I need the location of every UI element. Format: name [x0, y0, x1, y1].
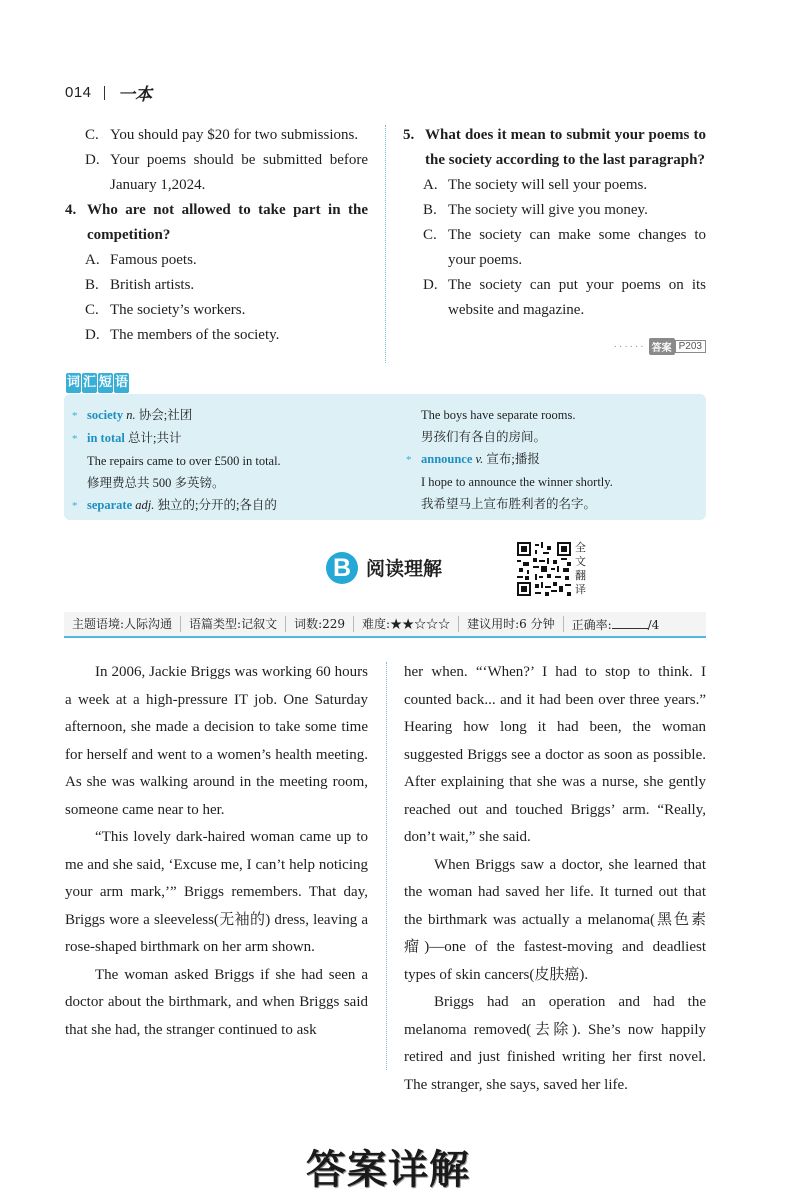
option-text: The society will give you money. [448, 202, 648, 218]
vocab-meaning: 协会;社团 [138, 408, 193, 422]
option-letter: D. [423, 277, 438, 293]
question-number: 5. [403, 127, 415, 143]
answer-option[interactable] [65, 298, 368, 323]
info-suggested-time: 建议用时:6 分钟 [459, 616, 564, 632]
vocab-example: I hope to announce the winner shortly. [421, 475, 613, 489]
accuracy-label: 正确率: [571, 618, 612, 632]
answer-ref-dots: ······ [613, 341, 646, 352]
column-divider [385, 125, 386, 363]
passage-paragraph: In 2006, Jackie Briggs was working 60 hours a week at a high-pressure IT job. One Saturday afternoon, she made a decision to take some time for herself and went to a women’s health meeting. As she was walking around in the meeting room, someone came near to her. [65, 664, 368, 818]
section-letter-badge: B [326, 552, 358, 584]
question-text: Who are not allowed to take part in the competition? [87, 202, 368, 243]
info-word-count: 词数:229 [286, 616, 354, 632]
option-letter: C. [423, 227, 437, 243]
vocab-meaning: 总计;共计 [127, 431, 182, 445]
vocab-title-char: 语 [114, 373, 129, 393]
option-letter: D. [85, 152, 100, 168]
accuracy-blank[interactable] [612, 616, 648, 629]
vocab-entry [406, 448, 706, 471]
option-letter: C. [85, 127, 99, 143]
vocab-star-icon: * [72, 410, 78, 422]
info-difficulty: 难度:★★☆☆☆ [354, 616, 459, 632]
vocab-word: separate [87, 498, 133, 512]
option-text: You should pay $20 for two submissions. [110, 127, 359, 143]
answer-explanation-banner: 答案详解 [306, 1147, 470, 1193]
answer-option[interactable] [65, 248, 368, 273]
vocab-example: 男孩们有各自的房间。 [421, 430, 547, 444]
answer-option[interactable] [65, 323, 368, 348]
accuracy-total: /4 [647, 618, 660, 632]
answer-ref-tag: 答案 [649, 338, 675, 355]
vocab-entry [72, 404, 392, 427]
vocab-entry [72, 427, 392, 450]
passage-right-column [404, 659, 706, 1099]
option-text: British artists. [110, 277, 195, 293]
vocab-star-icon: * [72, 433, 78, 445]
question-stem [65, 198, 368, 248]
vocab-star-icon: * [72, 500, 78, 512]
vocab-right-column [406, 404, 706, 515]
vocab-left-column [72, 404, 392, 517]
info-accuracy [564, 616, 668, 632]
option-text: Famous poets. [110, 252, 197, 268]
vocab-meaning: 独立的;分开的;各自的 [157, 498, 277, 512]
vocab-meaning: 宣布;播报 [486, 452, 540, 466]
answer-option[interactable] [403, 223, 706, 273]
vocab-word: announce [421, 452, 473, 466]
vocab-part-of-speech: v. [475, 452, 484, 466]
option-text: The society can put your poems on its website and magazine. [448, 277, 706, 318]
answer-option[interactable] [65, 273, 368, 298]
vocab-title-char: 词 [66, 373, 81, 393]
vocab-word: society [87, 408, 124, 422]
qr-caption: 全文翻译 [575, 541, 586, 596]
vocab-part-of-speech: adj. [135, 498, 155, 512]
info-bar [64, 612, 706, 638]
passage-paragraph: The woman asked Briggs if she had seen a doctor about the birthmark, and when Briggs said that she had, the stranger continued to ask [65, 966, 368, 1038]
vocab-title [66, 373, 130, 393]
questions-right-column [403, 123, 706, 323]
answer-option[interactable] [403, 173, 706, 198]
vocab-entry [72, 494, 392, 517]
vocab-title-char: 短 [98, 373, 113, 393]
option-letter: D. [85, 327, 100, 343]
answer-option[interactable] [65, 123, 368, 148]
option-text: The society’s workers. [110, 302, 246, 318]
option-text: The society can make some changes to your poems. [448, 227, 706, 268]
passage-left-column [65, 659, 368, 1044]
vocab-word: in total [87, 431, 125, 445]
qr-code-icon[interactable] [517, 542, 571, 596]
passage-paragraph: Briggs had an operation and had the melanoma removed(去除). She’s now happily retired and just finished writing her first novel. The stranger, she says, saved her life. [404, 994, 706, 1093]
vocab-star-icon: * [406, 454, 412, 466]
header-separator [104, 86, 105, 100]
vocab-title-char: 汇 [82, 373, 97, 393]
vocab-example: The boys have separate rooms. [421, 408, 576, 422]
answer-reference[interactable] [614, 338, 706, 355]
passage-paragraph: her when. “‘When?’ I had to stop to think. I counted back... and it had been over three years.” Hearing how long it had been, the woman suggested Briggs see a doctor as soon as possible. After explaining that she was a nurse, she gently reached out and touched Briggs’ arm. “Really, don’t wait,” she said. [404, 664, 706, 845]
answer-option[interactable] [65, 148, 368, 198]
option-text: Your poems should be submitted before January 1,2024. [110, 152, 368, 193]
passage-column-divider [386, 662, 387, 1070]
info-topic: 主题语境:人际沟通 [64, 616, 181, 632]
questions-left-column [65, 123, 368, 348]
answer-option[interactable] [403, 198, 706, 223]
question-stem [403, 123, 706, 173]
info-genre: 语篇类型:记叙文 [181, 616, 286, 632]
option-text: The society will sell your poems. [448, 177, 648, 193]
option-letter: B. [423, 202, 437, 218]
answer-ref-page: P203 [675, 340, 706, 353]
option-letter: A. [423, 177, 438, 193]
vocab-example: The repairs came to over £500 in total. [87, 454, 281, 468]
question-text: What does it mean to submit your poems to the society according to the last paragraph? [425, 127, 706, 168]
section-title: 阅读理解 [366, 558, 443, 580]
vocab-example: 我希望马上宣布胜利者的名字。 [421, 497, 597, 511]
passage-paragraph: When Briggs saw a doctor, she learned that the woman had saved her life. It turned out that the birthmark was actually a melanoma(黑色素瘤)—one of the fastest-moving and deadliest types of skin cancers(皮肤癌). [404, 856, 706, 983]
vocab-example: 修理费总共 500 多英镑。 [87, 476, 225, 490]
vocab-part-of-speech: n. [126, 408, 136, 422]
option-letter: B. [85, 277, 99, 293]
answer-option[interactable] [403, 273, 706, 323]
option-text: The members of the society. [110, 327, 280, 343]
brand-logo: 一本 [118, 85, 152, 105]
page-number: 014 [65, 84, 92, 101]
option-letter: C. [85, 302, 99, 318]
question-number: 4. [65, 202, 77, 218]
option-letter: A. [85, 252, 100, 268]
passage-paragraph: “This lovely dark-haired woman came up to me and she said, ‘Excuse me, I can’t help noticing your arm mark,’” Briggs remembers. That day, Briggs wore a sleeveless(无袖的) dress, leaving a rose-shaped birthmark on her arm shown. [65, 829, 368, 955]
